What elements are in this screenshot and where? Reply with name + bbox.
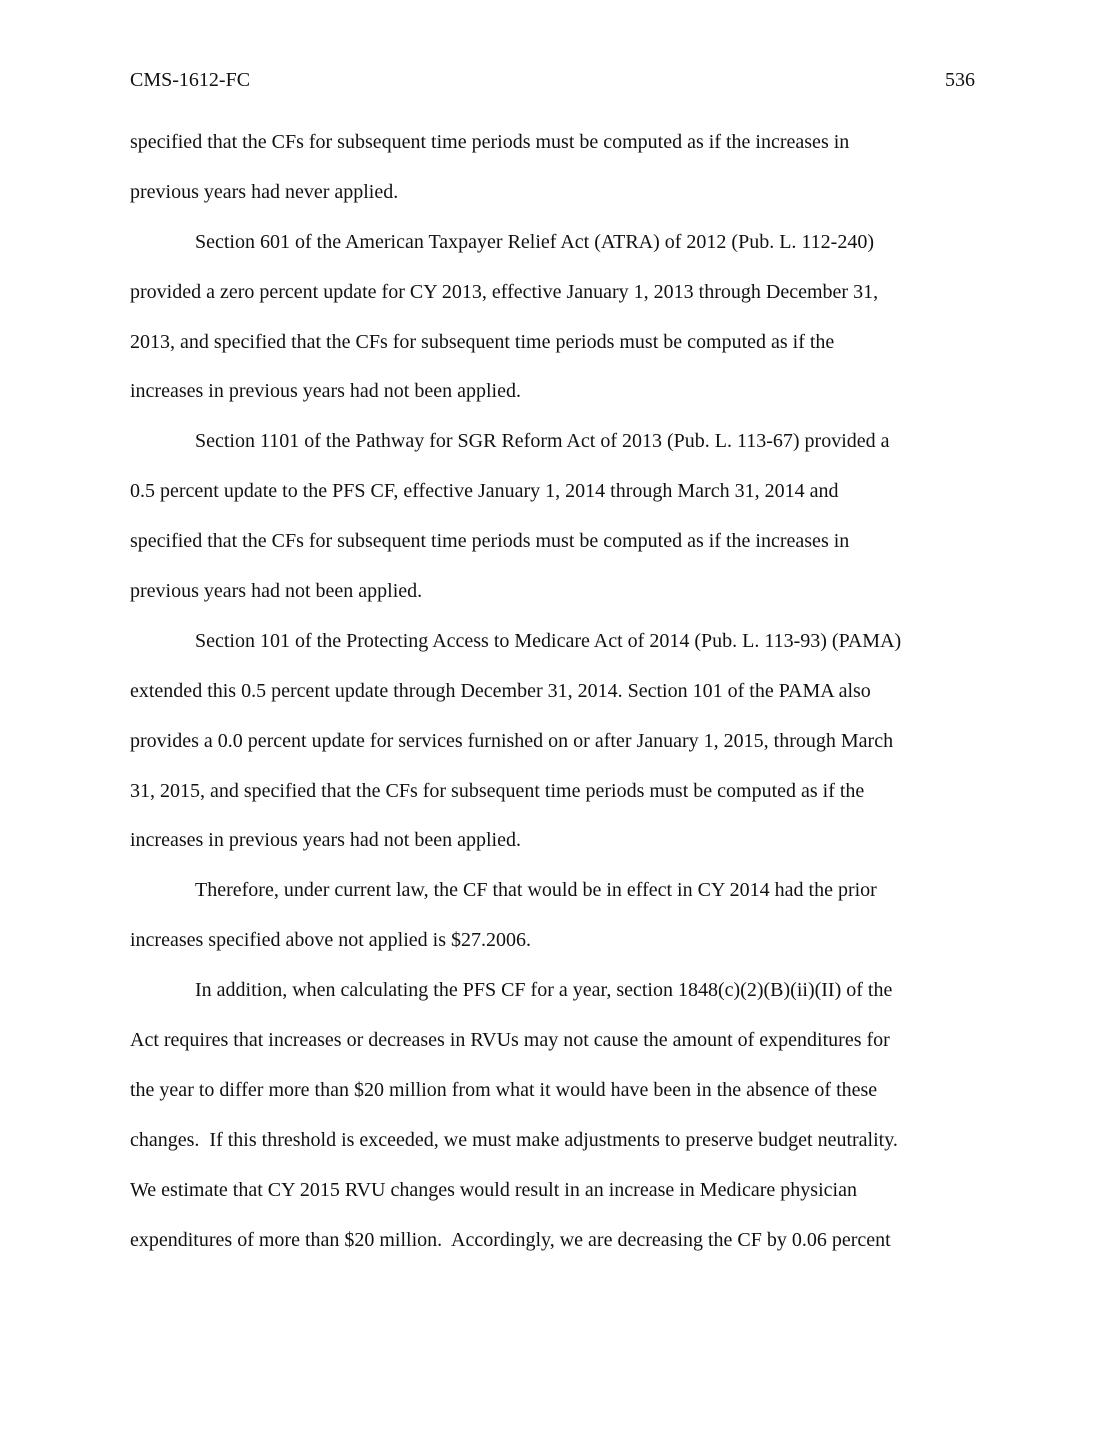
text-line: changes. If this threshold is exceeded, we must make adjustments to preserve budget neutrality. bbox=[130, 1128, 898, 1151]
text-line: the year to differ more than $20 million from what it would have been in the absence of these bbox=[130, 1078, 878, 1101]
body-text bbox=[130, 118, 975, 1265]
paragraph-first-line: Section 1101 of the Pathway for SGR Reform Act of 2013 (Pub. L. 113-67) provided a bbox=[195, 430, 890, 453]
text-line: 2013, and specified that the CFs for subsequent time periods must be computed as if the bbox=[130, 330, 835, 353]
text-line: previous years had not been applied. bbox=[130, 580, 423, 603]
document-id: CMS-1612-FC bbox=[130, 69, 251, 91]
paragraph-first-line: In addition, when calculating the PFS CF for a year, section 1848(c)(2)(B)(ii)(II) of the bbox=[195, 979, 893, 1002]
text-line: increases in previous years had not been applied. bbox=[130, 380, 521, 403]
text-line: specified that the CFs for subsequent time periods must be computed as if the increases in bbox=[130, 530, 850, 553]
text-line: increases in previous years had not been applied. bbox=[130, 829, 521, 852]
text-line: extended this 0.5 percent update through December 31, 2014. Section 101 of the PAMA also bbox=[130, 679, 871, 702]
text-line: specified that the CFs for subsequent time periods must be computed as if the increases in bbox=[130, 131, 850, 153]
text-line: increases specified above not applied is $27.2006. bbox=[130, 929, 531, 952]
page-header bbox=[130, 66, 975, 94]
paragraph-first-line: Section 601 of the American Taxpayer Relief Act (ATRA) of 2012 (Pub. L. 112-240) bbox=[195, 230, 875, 253]
text-line: previous years had never applied. bbox=[130, 180, 399, 203]
text-line: 31, 2015, and specified that the CFs for subsequent time periods must be computed as if the bbox=[130, 779, 865, 802]
text-line: provides a 0.0 percent update for services furnished on or after January 1, 2015, through March bbox=[130, 729, 894, 752]
text-line: We estimate that CY 2015 RVU changes would result in an increase in Medicare physician bbox=[130, 1178, 857, 1201]
text-line: provided a zero percent update for CY 2013, effective January 1, 2013 through December 31, bbox=[130, 280, 879, 303]
page-number: 536 bbox=[945, 69, 975, 91]
paragraph-first-line: Section 101 of the Protecting Access to Medicare Act of 2014 (Pub. L. 113-93) (PAMA) bbox=[195, 629, 902, 652]
text-line: expenditures of more than $20 million. Accordingly, we are decreasing the CF by 0.06 percent bbox=[130, 1228, 891, 1251]
paragraph-first-line: Therefore, under current law, the CF that would be in effect in CY 2014 had the prior bbox=[195, 879, 877, 902]
text-line: Act requires that increases or decreases in RVUs may not cause the amount of expenditures for bbox=[130, 1029, 890, 1052]
text-line: 0.5 percent update to the PFS CF, effective January 1, 2014 through March 31, 2014 and bbox=[130, 480, 839, 503]
